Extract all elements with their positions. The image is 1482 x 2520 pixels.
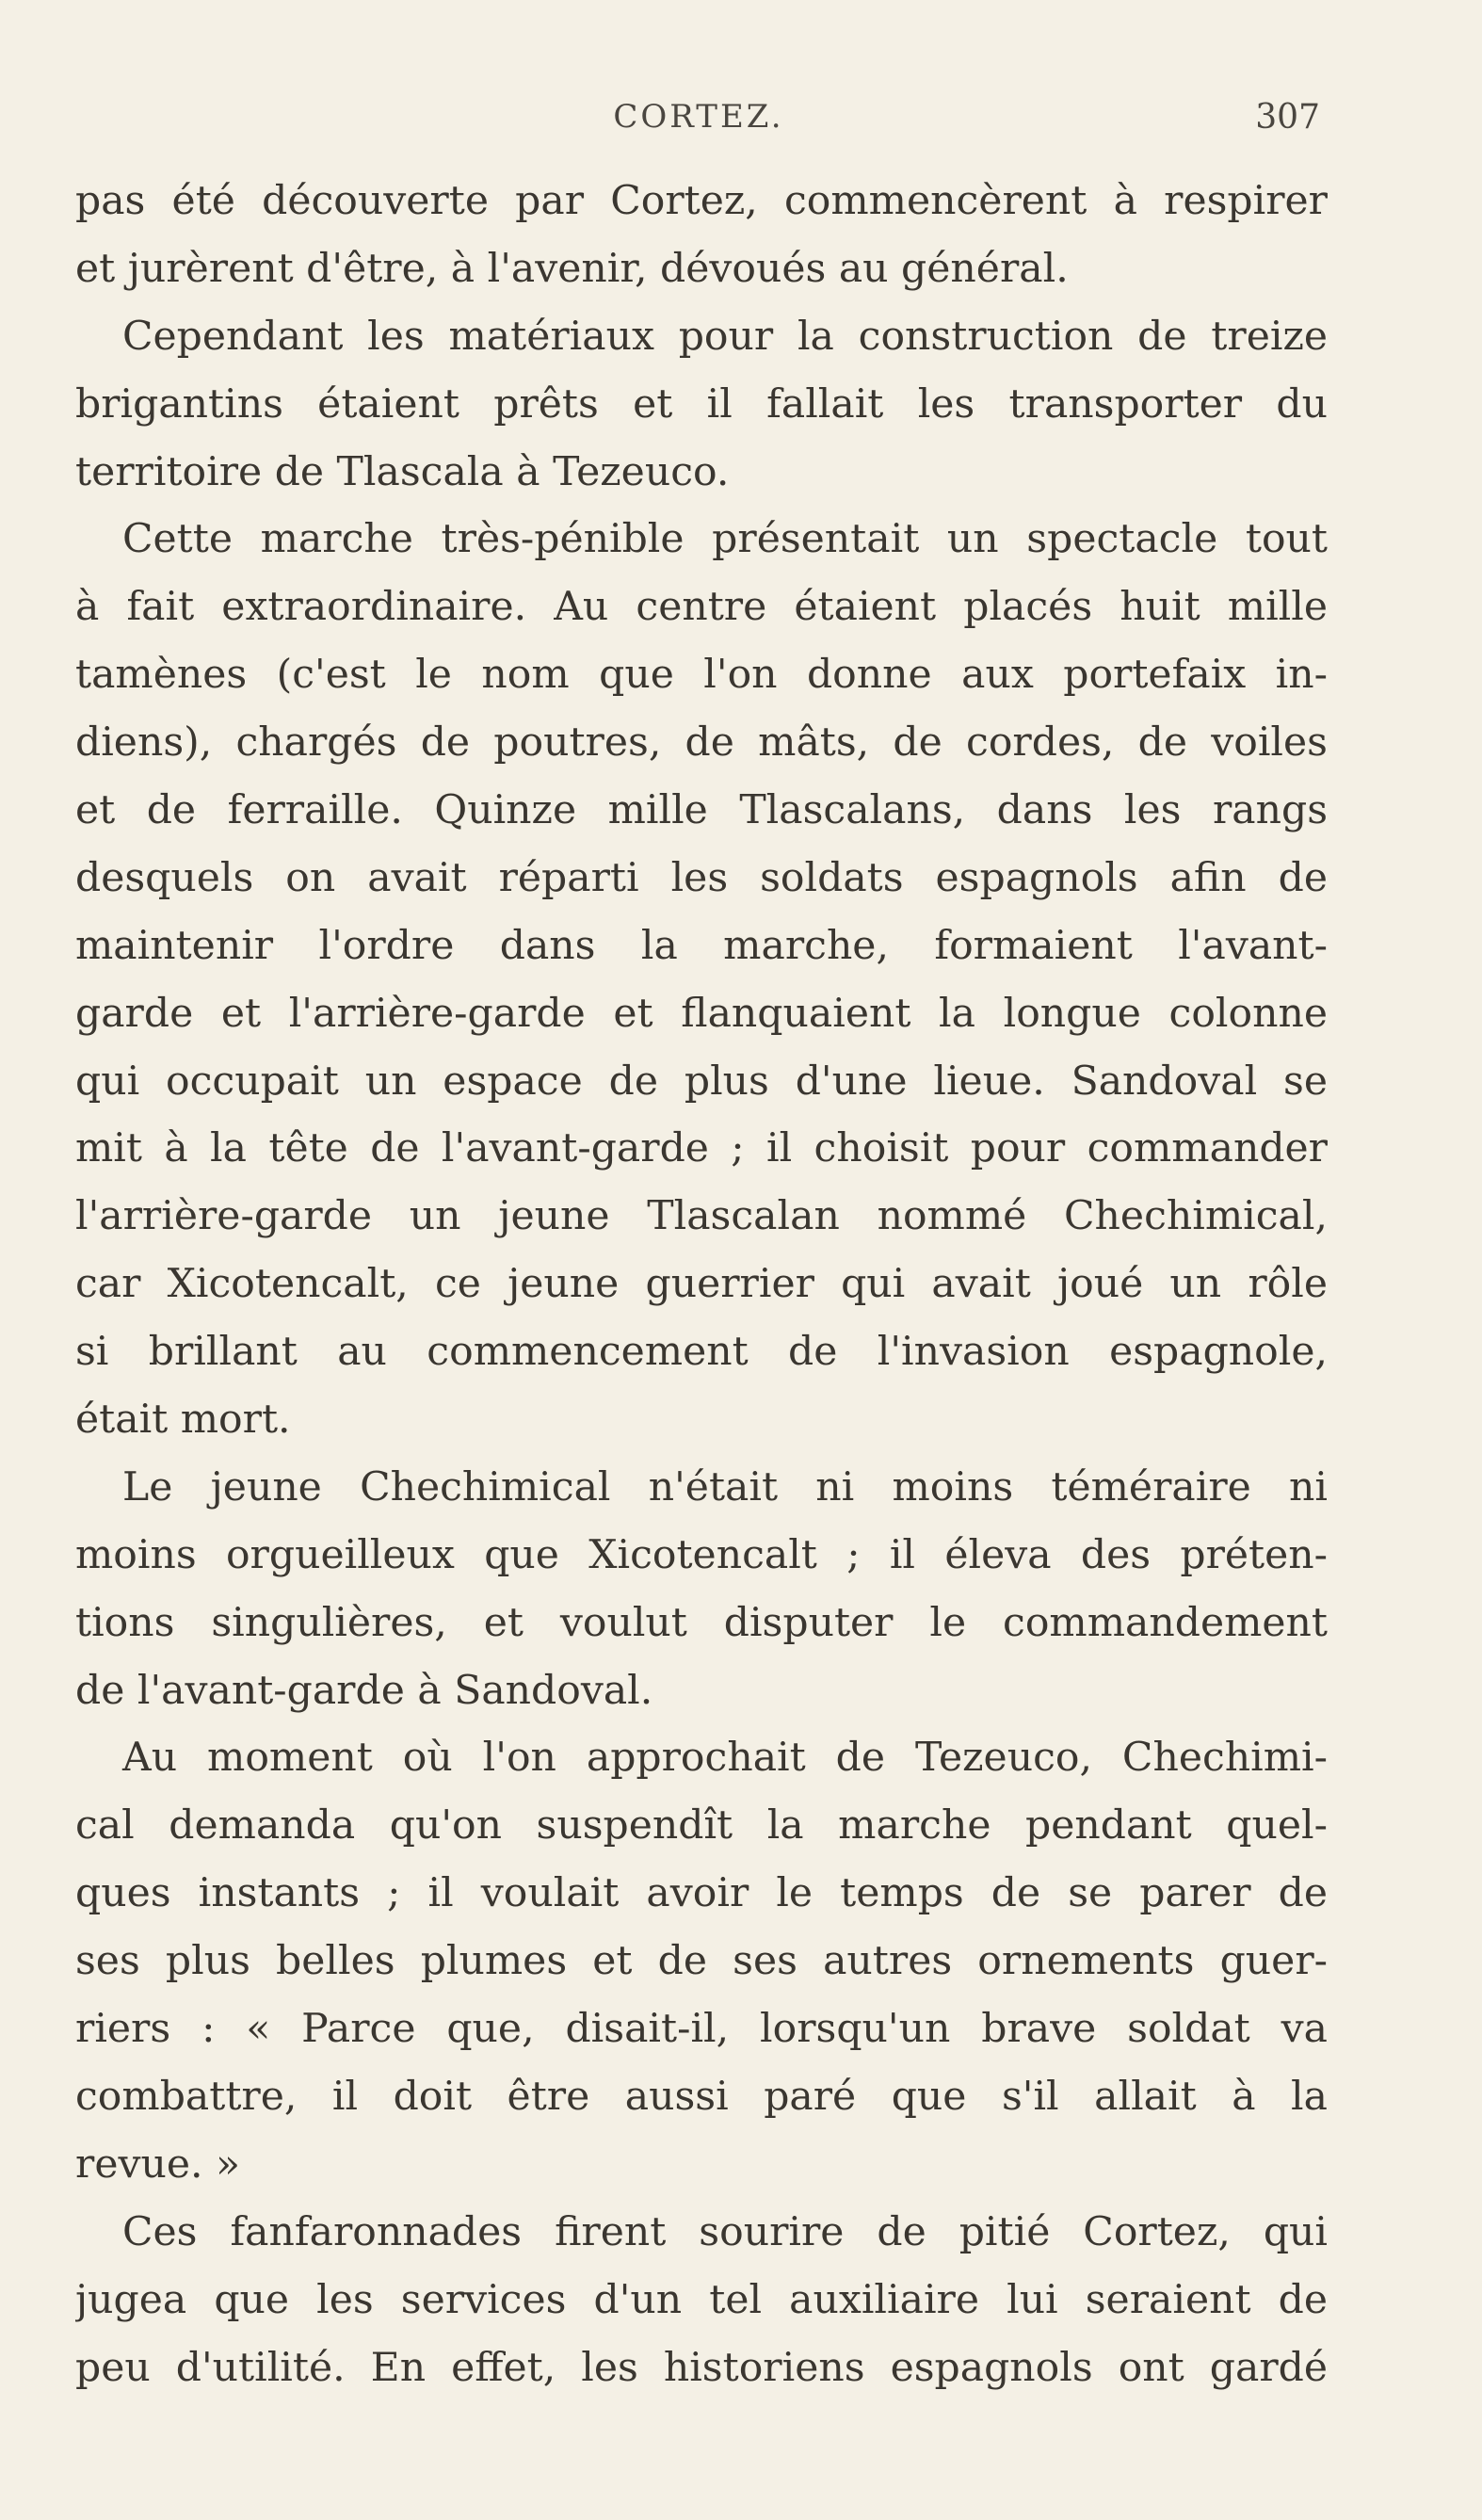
text-line: l'arrière-garde un jeune Tlascalan nommé Chechimical, <box>75 1193 1328 1240</box>
text-line: garde et l'arrière-garde et flanquaient la longue colonne <box>75 990 1328 1037</box>
text-line: Le jeune Chechimical n'était ni moins téméraire ni <box>122 1463 1328 1510</box>
text-line: brigantins étaient prêts et il fallait les transporter du <box>75 380 1328 428</box>
text-line: Au moment où l'on approchait de Tezeuco, Chechimi- <box>122 1735 1328 1782</box>
text-line: Ces fanfaronnades firent sourire de pitié Cortez, qui <box>122 2208 1328 2255</box>
text-line: diens), chargés de poutres, de mâts, de cordes, de voiles <box>75 719 1328 767</box>
text-line: Cette marche très-pénible présentait un spectacle tout <box>122 516 1328 563</box>
text-line: moins orgueilleux que Xicotencalt ; il éleva des préten- <box>75 1531 1328 1578</box>
paragraph <box>75 303 1328 507</box>
text-line: et de ferraille. Quinze mille Tlascalans, dans les rangs <box>75 787 1328 834</box>
text-line: qui occupait un espace de plus d'une lieue. Sandoval se <box>75 1058 1328 1105</box>
paragraph <box>75 168 1328 303</box>
text-line: tamènes (c'est le nom que l'on donne aux portefaix in- <box>75 652 1328 699</box>
text-line: combattre, il doit être aussi paré que s'il allait à la <box>75 2073 1328 2120</box>
paragraph <box>75 1454 1328 1725</box>
running-title: CORTEZ. <box>613 98 784 136</box>
text-line: ques instants ; il voulait avoir le temps de se parer de <box>75 1870 1328 1917</box>
text-line: et jurèrent d'être, à l'avenir, dévoués au général. <box>75 245 1069 292</box>
text-line: était mort. <box>75 1397 291 1444</box>
text-line: territoire de Tlascala à Tezeuco. <box>75 448 730 495</box>
text-line: maintenir l'ordre dans la marche, formaient l'avant- <box>75 922 1328 969</box>
text-line: desquels on avait réparti les soldats espagnols afin de <box>75 854 1328 901</box>
page-number: 307 <box>1255 98 1320 137</box>
text-line: de l'avant-garde à Sandoval. <box>75 1667 653 1714</box>
text-line: à fait extraordinaire. Au centre étaient placés huit mille <box>75 584 1328 631</box>
text-line: ses plus belles plumes et de ses autres ornements guer- <box>75 1938 1328 1985</box>
text-line: si brillant au commencement de l'invasion espagnole, <box>75 1329 1328 1376</box>
text-line: peu d'utilité. En effet, les historiens espagnols ont gardé <box>75 2344 1328 2391</box>
text-line: mit à la tête de l'avant-garde ; il choisit pour commander <box>75 1125 1328 1172</box>
text-line: riers : « Parce que, disait-il, lorsqu'un brave soldat va <box>75 2006 1328 2053</box>
text-line: Cependant les matériaux pour la construction de treize <box>122 313 1328 360</box>
text-line: revue. » <box>75 2140 241 2188</box>
text-line: car Xicotencalt, ce jeune guerrier qui avait joué un rôle <box>75 1261 1328 1308</box>
paragraph <box>75 506 1328 1453</box>
text-line: tions singulières, et voulut disputer le commandement <box>75 1599 1328 1646</box>
text-line: jugea que les services d'un tel auxiliaire lui seraient de <box>75 2276 1328 2323</box>
text-line: cal demanda qu'on suspendît la marche pendant quel- <box>75 1802 1328 1850</box>
paragraph <box>75 2199 1328 2402</box>
text-line: pas été découverte par Cortez, commencèrent à respirer <box>75 178 1328 224</box>
paragraph <box>75 1724 1328 2198</box>
page-header <box>77 98 1320 139</box>
body-text <box>75 168 1328 2401</box>
